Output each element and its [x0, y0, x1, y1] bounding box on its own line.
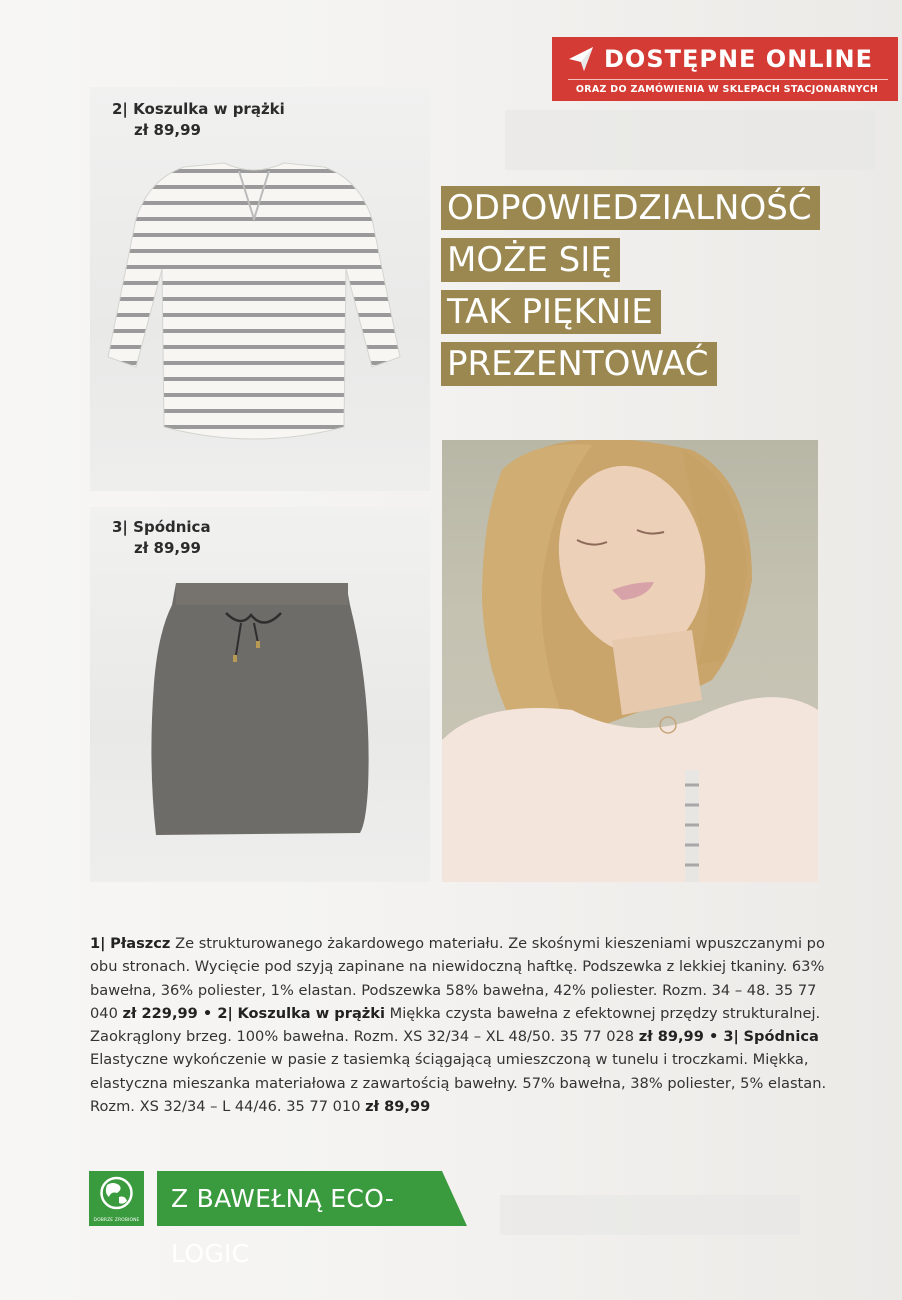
- item-number: 3|: [723, 1028, 739, 1046]
- model-photo: [442, 440, 818, 882]
- item-text: Ze strukturowanego żakardowego materiału. Ze skośnymi kieszeniami wpuszczanymi po obu stronach. Wycięcie pod szyją zapinane na niewidoczną haftkę. Podszewka z lekkiej tkaniny. 63% bawełna, 36% poliester, 1% elastan. Podszewka 58% bawełna, 42% poliester. Rozm. 34 – 48. 35 77 040: [90, 935, 825, 1022]
- item-name: Płaszcz: [110, 935, 171, 952]
- item-price: zł 89,99: [638, 1028, 704, 1046]
- bleed-through: [505, 110, 875, 170]
- product-label: [112, 517, 211, 559]
- banner-divider: [568, 79, 888, 80]
- cursor-arrow-icon: [566, 44, 596, 74]
- headline-line: ODPOWIEDZIALNOŚĆ: [441, 186, 820, 230]
- striped-shirt-image: [104, 159, 404, 459]
- headline-line: MOŻE SIĘ: [441, 238, 620, 282]
- product-panel-skirt: [90, 507, 430, 882]
- eco-logo-caption: DOBRZE ZROBIONE: [93, 1218, 140, 1223]
- item-text: Elastyczne wykończenie w pasie z tasiemką ściągającą umieszczoną w tunelu i troczkami. Miękka, elastyczna mieszanka materiałowa z zawartością bawełny. 57% bawełna, 38% poliester, 5% elastan. Rozm. XS 32/34 – L 44/46. 35 77 010: [90, 1051, 827, 1116]
- product-panel-shirt: [90, 87, 430, 491]
- banner-title: DOSTĘPNE ONLINE: [604, 45, 873, 73]
- separator: •: [703, 1028, 724, 1046]
- separator: •: [197, 1004, 218, 1022]
- headline-line: PREZENTOWAĆ: [441, 342, 717, 386]
- bleed-through: [500, 1195, 800, 1235]
- online-availability-banner: [552, 37, 898, 101]
- product-number: 3|: [112, 518, 128, 536]
- eco-logic-banner: [157, 1171, 467, 1268]
- item-number: 1|: [90, 935, 106, 952]
- item-name: Spódnica: [743, 1028, 819, 1046]
- product-price: zł 89,99: [134, 121, 201, 139]
- item-text: Miękka czysta bawełna z efektownej przędzy strukturalnej. Zaokrąglony brzeg. 100% bawełna. Rozm. XS 32/34 – XL 48/50. 35 77 028: [90, 1004, 821, 1046]
- item-number: 2|: [217, 1004, 233, 1022]
- grey-skirt-image: [146, 583, 376, 845]
- item-name: Koszulka w prążki: [237, 1004, 385, 1022]
- eco-logo: [89, 1171, 144, 1226]
- product-price: zł 89,99: [134, 539, 201, 557]
- product-name: Koszulka w prążki: [133, 100, 285, 118]
- item-price: zł 229,99: [122, 1004, 198, 1022]
- headline: [441, 186, 820, 394]
- product-number: 2|: [112, 100, 128, 118]
- item-price: zł 89,99: [365, 1098, 431, 1116]
- eco-banner-text: Z BAWEŁNĄ ECO-LOGIC: [171, 1184, 395, 1268]
- product-description: [90, 932, 830, 1118]
- model-illustration: [442, 440, 818, 882]
- banner-subtitle: ORAZ DO ZAMÓWIENIA W SKLEPACH STACJONARNYCH: [575, 84, 879, 95]
- product-name: Spódnica: [133, 518, 211, 536]
- headline-line: TAK PIĘKNIE: [441, 290, 661, 334]
- product-label: [112, 99, 285, 141]
